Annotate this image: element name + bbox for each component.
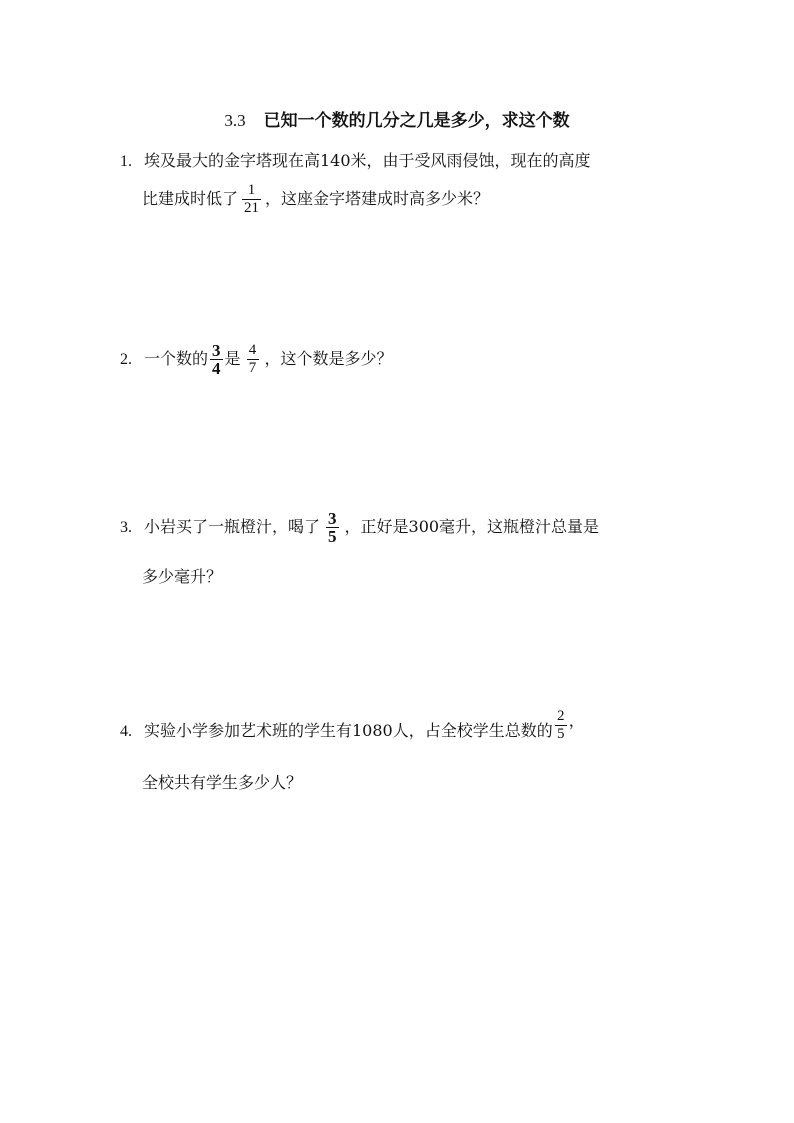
question-1-line-2 (142, 182, 489, 217)
question-2-line (120, 342, 393, 377)
question-4-text-a: 实验小学参加艺术班的学生有1080人，占全校学生总数的 (144, 721, 553, 740)
question-3-fraction (326, 510, 339, 545)
question-1-text-2a: 比建成时低了 (142, 189, 239, 208)
fraction-denominator: 21 (244, 200, 260, 216)
fraction-numerator: 2 (556, 708, 565, 724)
question-4-line-2 (142, 772, 302, 794)
question-3-number: 3. (120, 519, 132, 536)
question-1-text-1: 埃及最大的金字塔现在高140米，由于受风雨侵蚀，现在的高度 (144, 151, 591, 170)
question-4-text-b: ， (568, 711, 585, 730)
fraction-numerator: 3 (328, 509, 337, 528)
question-3-line-2 (142, 566, 222, 588)
fraction-numerator: 3 (212, 341, 221, 360)
section-number: 3.3 (224, 111, 246, 130)
fraction-denominator: 5 (556, 726, 565, 742)
question-4-line-1 (120, 708, 585, 749)
question-1-line-1 (120, 150, 591, 173)
question-2-text-c: ，这个数是多少？ (264, 349, 393, 368)
worksheet-title (0, 106, 794, 131)
question-3-line-1 (120, 510, 599, 545)
question-1-number: 1. (120, 153, 132, 170)
question-1-text-2b: ，这座金字塔建成时高多少米？ (265, 189, 490, 208)
question-3-text-b: ，正好是300毫升，这瓶橙汁总量是 (344, 517, 600, 536)
question-2-fraction-1 (210, 342, 223, 377)
question-4-text-c: 全校共有学生多少人？ (142, 773, 303, 792)
question-4-number: 4. (120, 723, 132, 740)
question-3-text-a: 小岩买了一瓶橙汁，喝了 (144, 517, 321, 536)
question-2-text-b: 是 (224, 349, 241, 368)
question-2-text-a: 一个数的 (144, 349, 209, 368)
fraction-denominator: 5 (328, 527, 337, 546)
question-1-fraction (242, 182, 261, 217)
fraction-denominator: 7 (248, 360, 257, 376)
question-2-number: 2. (120, 351, 132, 368)
question-3-text-c: 多少毫升？ (142, 567, 223, 586)
question-2-fraction-2 (247, 342, 259, 377)
question-4-fraction (555, 708, 567, 743)
fraction-numerator: 4 (248, 342, 257, 358)
section-title: 已知一个数的几分之几是多少，求这个数 (263, 111, 570, 131)
fraction-numerator: 1 (247, 182, 256, 198)
fraction-denominator: 4 (212, 359, 221, 378)
